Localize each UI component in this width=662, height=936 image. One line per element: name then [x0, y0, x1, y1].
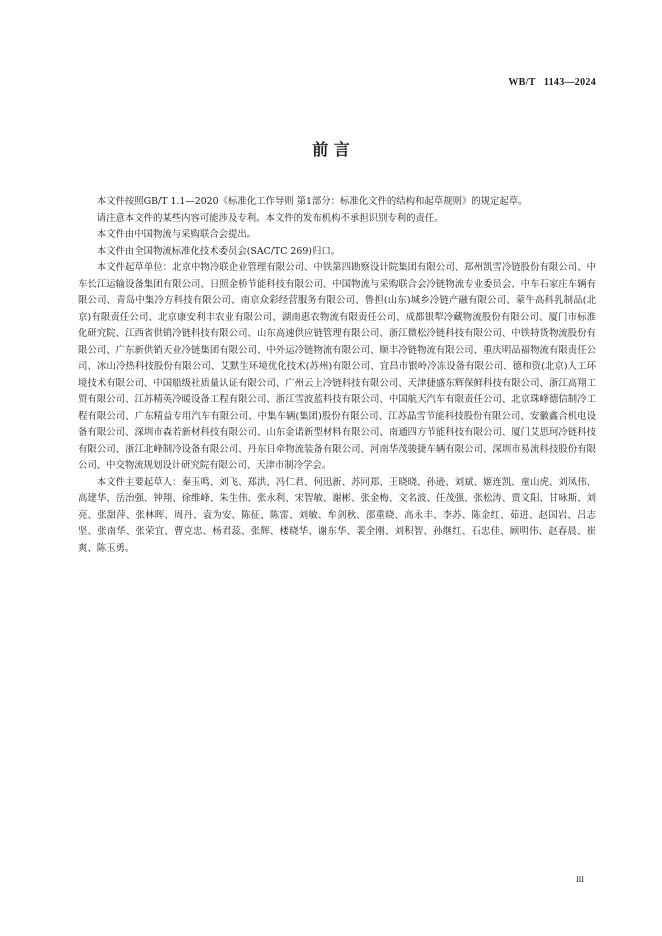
paragraph-drafting-rules: 本文件按照GB/T 1.1—2020《标准化工作导则 第1部分：标准化文件的结构和起草规则》的规定起草。	[96, 196, 528, 207]
paragraph-drafting-organizations: 本文件起草单位：北京中物冷联企业管理有限公司、中铁第四勘察设计院集团有限公司、郑州凯雪冷链股份有限公司、中车长江运输设备集团有限公司、日照金桥节能科技有限公司、中国物流与采购联合会冷链物流专业委员会、中车石家庄车辆有限公司、青岛中集冷方科技有限公司、南京众彩经营服务有限公司、鲁担(山东)城乡冷链产融有限公司、蒙牛高科乳制品(北京)有限责任公司、北京康安利丰农业有限公司、湖南惠农物流有限责任公司、成都银犁冷藏物流股份有限公司、厦门市标准化研究院、江西省供销冷链科技有限公司、山东高速供应链管理有限公司、浙江微松冷链科技有限公司、中铁特货物流股份有限公司、广东新供销天业冷链集团有限公司、中外运冷链物流有限公司、顺丰冷链物流有限公司、重庆明品福物流有限责任公司、冰山冷热科技股份有限公司、艾默生环境优化技术(苏州)有限公司、宜昌市银岭冷冻设备有限公司、德和资(北京)人工环境技术有限公司、中国船级社质量认证有限公司、广州云上冷链科技有限公司、天津捷盛东辉保鲜科技有限公司、浙江高翔工贸有限公司、江苏精英冷暖设备工程有限公司、浙江雪波蓝科技有限公司、中国航天汽车有限责任公司、北京珠峰德信制冷工程有限公司、广东精益专用汽车有限公司、中集车辆(集团)股份有限公司、江苏晶雪节能科技股份有限公司、安徽鑫合机电设备有限公司、深圳市森若新材科技有限公司、山东金诺新型材料有限公司、南通四方节能科技有限公司、厦门艾思珂冷链科技有限公司、浙江北峰制冷设备有限公司、丹东日牵物流装备有限公司、河南华茂骏捷车辆有限公司、深圳市易流科技股份有限公司、中交物流规划设计研究院有限公司、天津市制冷学会。	[78, 262, 596, 471]
foreword-body	[78, 194, 596, 557]
paragraph-proposer: 本文件由中国物流与采购联合会提出。	[96, 229, 257, 240]
page-number: III	[576, 875, 584, 884]
paragraph-drafters: 本文件主要起草人：秦玉鸣、刘飞、郑洪、冯仁君、何迅新、苏同郑、王晓晓、孙逊、刘斌、姬连凯、童山虎、刘凤伟、高建华、岳治强、钟翔、徐维峰、朱生伟、张永利、宋智敏、谢彬、张金梅、文名波、任茂强、张松涛、贾文阳、甘咏斯、刘亮、张甜萍、张林晖、周丹、袁为安、陈征、陈雷、刘敏、牟剑秋、邵重晓、高永丰、李苏、陈金红、茹进、赵国岩、吕志坚、张南华、张荣宜、曹克忠、杨君蕊、张辉、楼晓华、谢东华、裴全刚、刘积智、孙继红、石忠佳、顾明伟、赵春晨、崔爽、陈玉勇。	[78, 476, 596, 554]
paragraph-committee: 本文件由全国物流标准化技术委员会(SAC/TC 269)归口。	[96, 245, 341, 257]
standard-code: WB/T 1143—2024	[508, 77, 596, 88]
page-title: 前 言	[312, 140, 350, 159]
paragraph-patent-notice: 请注意本文件的某些内容可能涉及专利。本文件的发布机构不承担识别专利的责任。	[96, 212, 444, 224]
